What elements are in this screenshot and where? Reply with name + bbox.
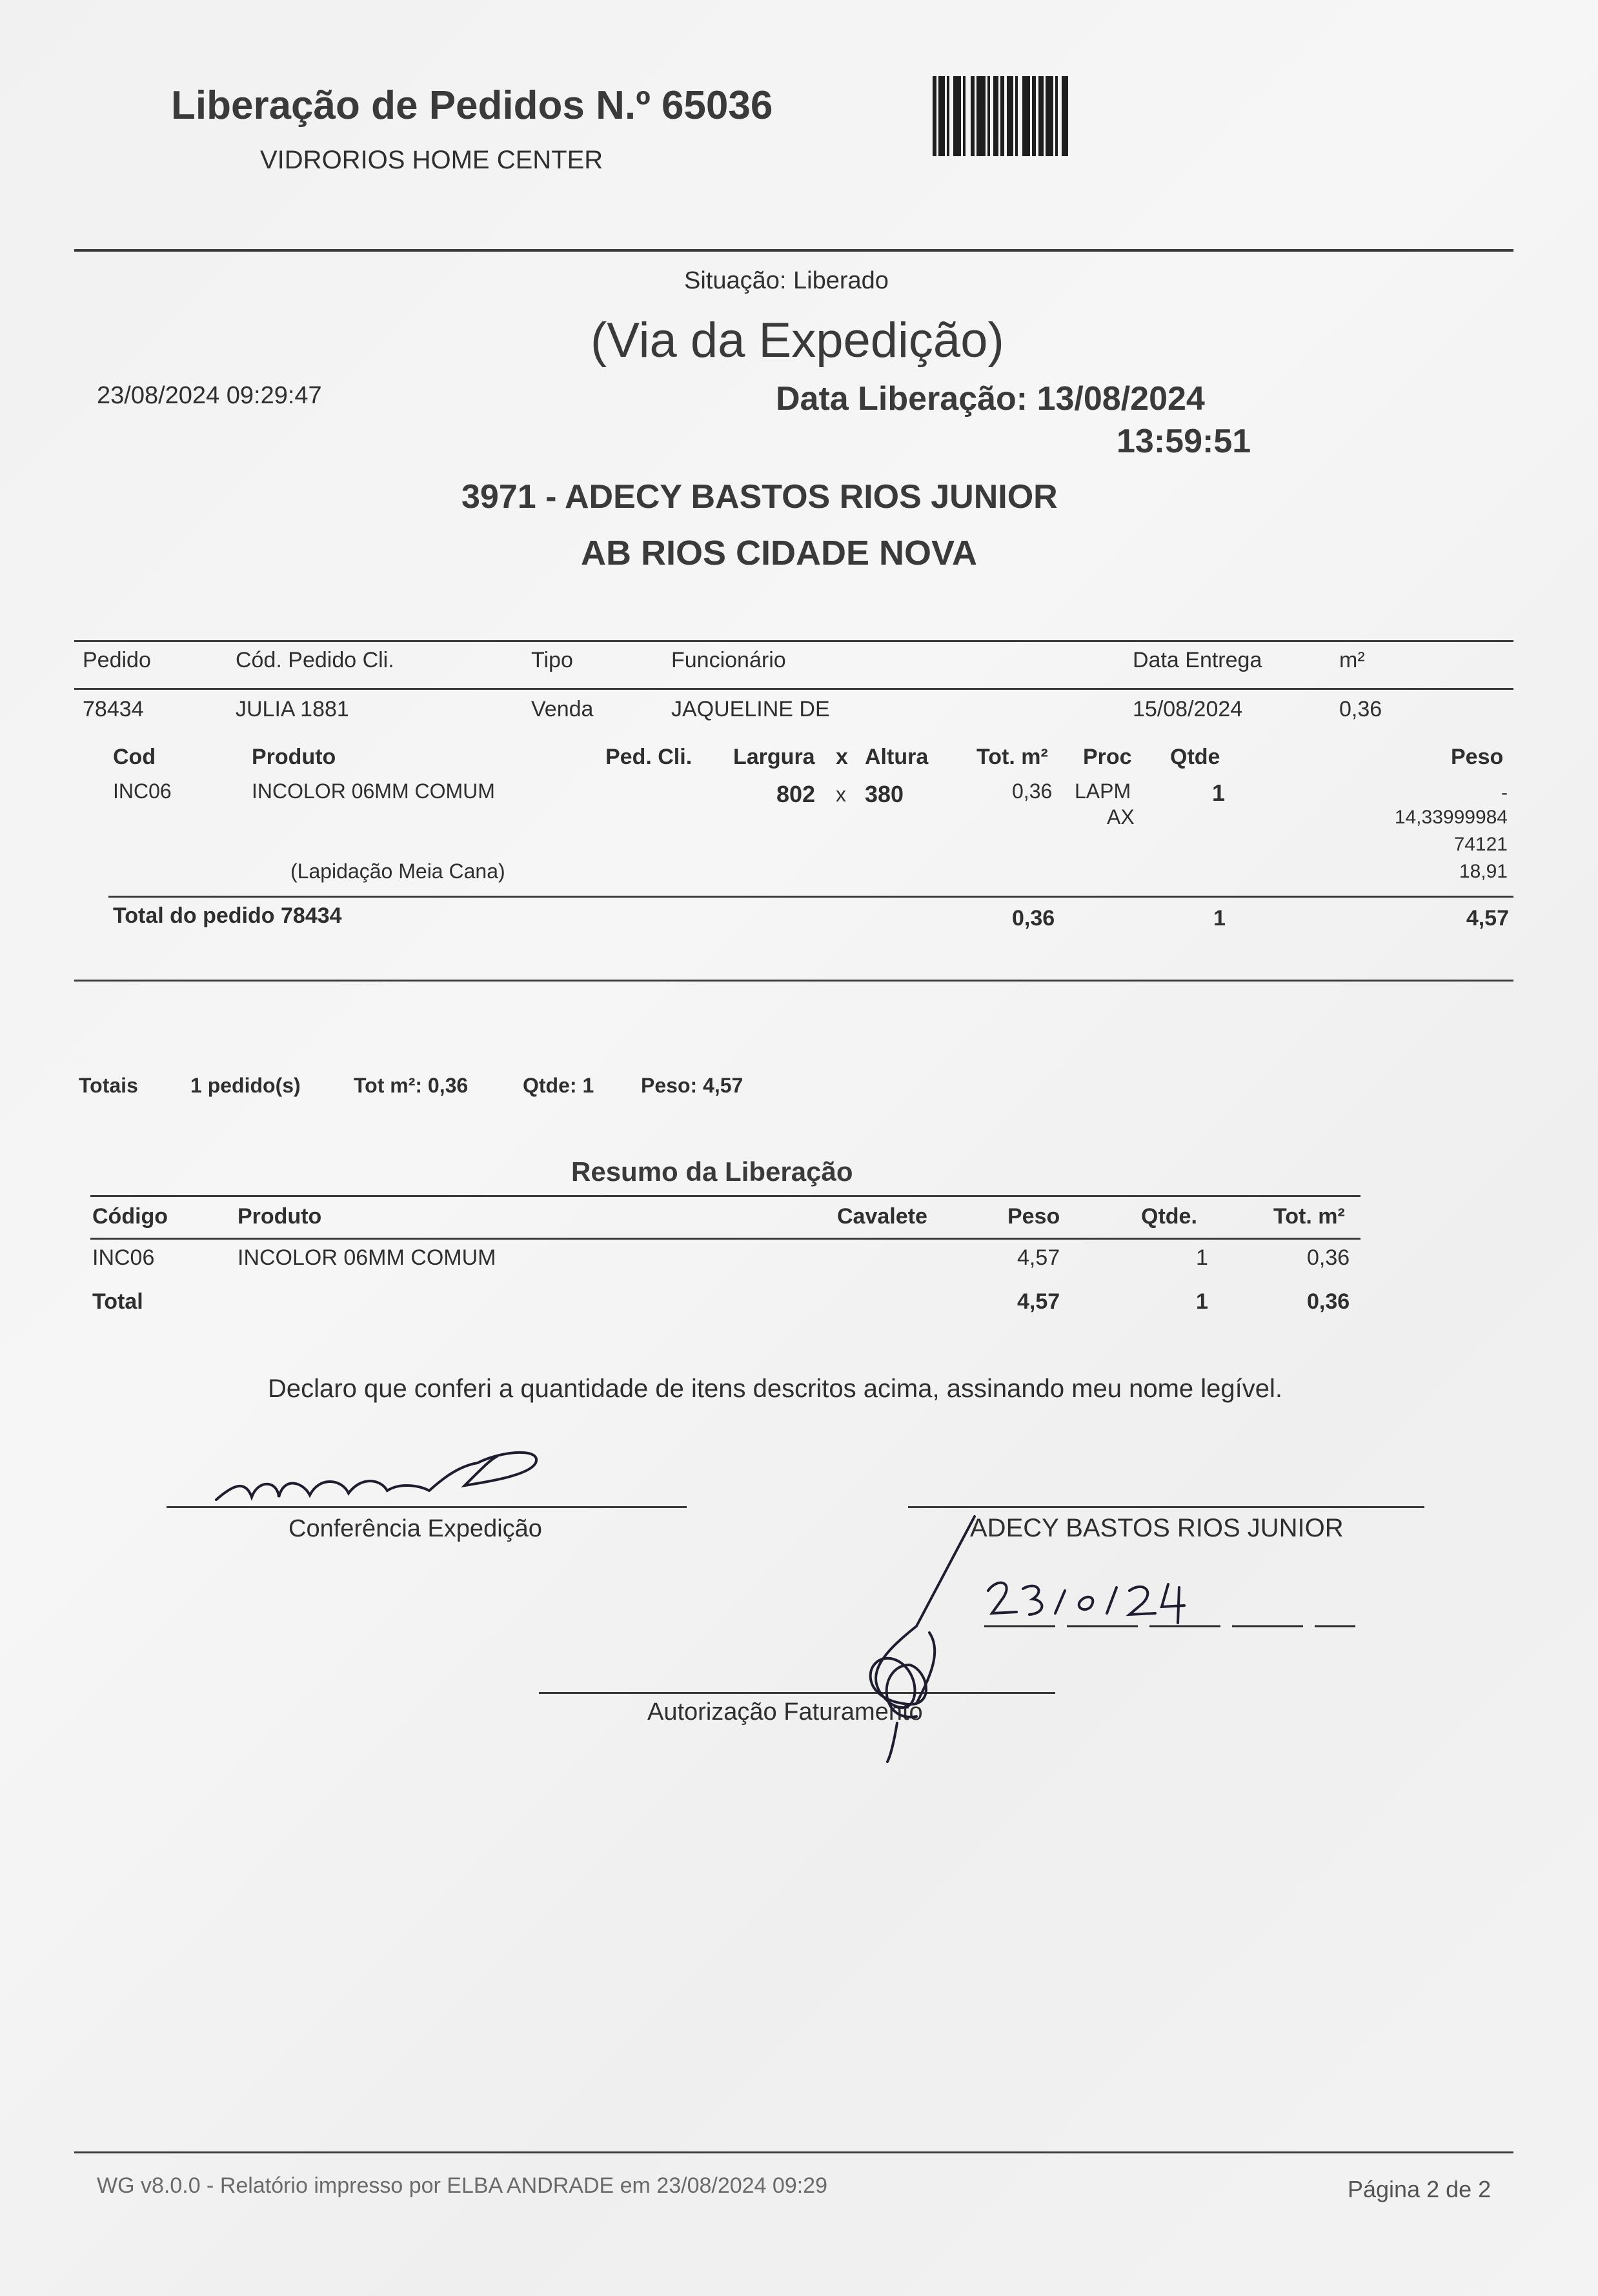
item-header-tot-m2: Tot. m² xyxy=(976,745,1048,769)
resumo-header-peso: Peso xyxy=(1007,1204,1060,1229)
release-time: 13:59:51 xyxy=(1117,423,1251,460)
resumo-row-peso: 4,57 xyxy=(1017,1245,1060,1270)
resumo-total-qtde: 1 xyxy=(1196,1289,1208,1314)
item-proc-2: AX xyxy=(1107,805,1135,829)
col-header-cod-pedido-cli: Cód. Pedido Cli. xyxy=(236,648,394,672)
order-funcionario: JAQUELINE DE xyxy=(671,697,830,721)
col-header-m2: m² xyxy=(1339,648,1365,672)
handwritten-date-icon xyxy=(984,1575,1359,1633)
order-table-bottom-line xyxy=(74,980,1513,982)
col-header-tipo: Tipo xyxy=(531,648,573,672)
order-table-header-line xyxy=(74,688,1513,690)
autorizacao-signature-icon xyxy=(833,1510,987,1768)
item-header-altura: Altura xyxy=(865,745,929,769)
footer-left: WG v8.0.0 - Relatório impresso por ELBA ANDRADE em 23/08/2024 09:29 xyxy=(97,2173,827,2198)
resumo-header-codigo: Código xyxy=(92,1204,168,1229)
order-cod-pedido-cli: JULIA 1881 xyxy=(236,697,349,721)
item-note: (Lapidação Meia Cana) xyxy=(290,860,505,883)
resumo-header-tot-m2: Tot. m² xyxy=(1273,1204,1345,1229)
company-name: VIDRORIOS HOME CENTER xyxy=(260,146,603,174)
item-header-proc: Proc xyxy=(1083,745,1132,769)
order-total-peso: 4,57 xyxy=(1466,906,1509,931)
header-divider xyxy=(74,249,1513,252)
barcode-icon xyxy=(933,76,1186,156)
totais-peso: Peso: 4,57 xyxy=(641,1074,743,1097)
totais-qtde: Qtde: 1 xyxy=(523,1074,594,1097)
item-qtde: 1 xyxy=(1212,780,1226,806)
resumo-row-produto: INCOLOR 06MM COMUM xyxy=(238,1245,496,1270)
order-total-m2: 0,36 xyxy=(1012,906,1055,931)
totais-tot-m2: Tot m²: 0,36 xyxy=(354,1074,469,1097)
item-total-line xyxy=(108,896,1513,898)
item-altura: 380 xyxy=(865,781,904,807)
item-produto: INCOLOR 06MM COMUM xyxy=(252,780,495,803)
col-header-data-entrega: Data Entrega xyxy=(1133,648,1262,672)
item-header-produto: Produto xyxy=(252,745,336,769)
item-peso-line-4: 18,91 xyxy=(1459,861,1508,882)
item-proc-1: LAPM xyxy=(1075,780,1131,803)
item-peso-line-2: 14,33999984 xyxy=(1394,807,1508,828)
autorizacao-label: Autorização Faturamento xyxy=(647,1698,923,1726)
order-pedido: 78434 xyxy=(83,697,144,721)
order-total-label: Total do pedido 78434 xyxy=(113,903,342,928)
item-header-largura: Largura xyxy=(733,745,815,769)
resumo-title: Resumo da Liberação xyxy=(571,1156,853,1187)
conferencia-label: Conferência Expedição xyxy=(288,1515,542,1542)
footer-line xyxy=(74,2151,1513,2153)
resumo-header-qtde: Qtde. xyxy=(1141,1204,1197,1229)
item-largura: 802 xyxy=(776,781,816,807)
order-m2: 0,36 xyxy=(1339,697,1382,721)
col-header-pedido: Pedido xyxy=(83,648,151,672)
item-x: x xyxy=(836,783,846,806)
status-text: Situação: Liberado xyxy=(684,267,889,294)
conferencia-signature-icon xyxy=(207,1440,555,1518)
item-header-qtde: Qtde xyxy=(1170,745,1220,769)
resumo-top-line xyxy=(90,1195,1360,1197)
client-signature-name: ADECY BASTOS RIOS JUNIOR xyxy=(970,1514,1344,1542)
print-datetime: 23/08/2024 09:29:47 xyxy=(97,382,322,409)
resumo-total-tot-m2: 0,36 xyxy=(1307,1289,1350,1314)
resumo-total-label: Total xyxy=(92,1289,143,1314)
item-header-x: x xyxy=(836,745,848,769)
item-cod: INC06 xyxy=(113,780,172,803)
item-header-cod: Cod xyxy=(113,745,156,769)
item-tot-m2: 0,36 xyxy=(1012,780,1053,803)
release-date: Data Liberação: 13/08/2024 xyxy=(776,380,1205,418)
item-peso-line-1: - xyxy=(1501,782,1508,803)
resumo-header-line xyxy=(90,1238,1360,1240)
resumo-row-tot-m2: 0,36 xyxy=(1307,1245,1350,1270)
footer-page-number: Página 2 de 2 xyxy=(1348,2176,1492,2202)
item-header-peso: Peso xyxy=(1451,745,1504,769)
order-total-qtde: 1 xyxy=(1213,906,1226,931)
via-title: (Via da Expedição) xyxy=(591,313,1004,368)
document-title: Liberação de Pedidos N.º 65036 xyxy=(171,83,773,128)
store-name: AB RIOS CIDADE NOVA xyxy=(581,534,978,572)
resumo-row-qtde: 1 xyxy=(1196,1245,1208,1270)
order-data-entrega: 15/08/2024 xyxy=(1133,697,1243,721)
item-header-ped-cli: Ped. Cli. xyxy=(605,745,693,769)
declaration-text: Declaro que conferi a quantidade de itens descritos acima, assinando meu nome legível. xyxy=(268,1375,1283,1403)
totais-pedidos: 1 pedido(s) xyxy=(190,1074,301,1097)
client-signature-line xyxy=(908,1506,1424,1508)
item-peso-line-3: 74121 xyxy=(1453,834,1508,855)
col-header-funcionario: Funcionário xyxy=(671,648,786,672)
totais-label: Totais xyxy=(79,1074,138,1097)
client-name: 3971 - ADECY BASTOS RIOS JUNIOR xyxy=(461,478,1058,516)
resumo-header-cavalete: Cavalete xyxy=(837,1204,927,1229)
resumo-total-peso: 4,57 xyxy=(1017,1289,1060,1314)
resumo-row-codigo: INC06 xyxy=(92,1245,155,1270)
resumo-header-produto: Produto xyxy=(238,1204,322,1229)
order-tipo: Venda xyxy=(531,697,594,721)
order-table-top-line xyxy=(74,640,1513,642)
